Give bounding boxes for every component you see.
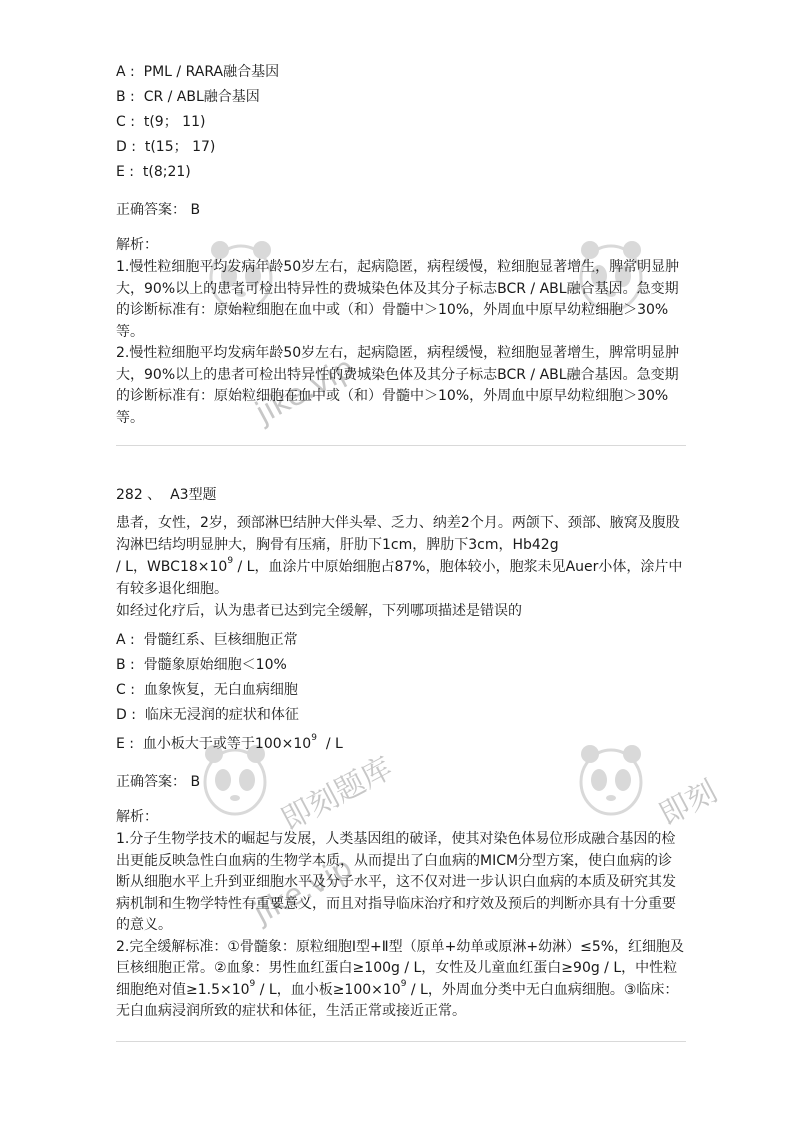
- q1-analysis-para-1: 1.慢性粒细胞平均发病年龄50岁左右，起病隐匿，病程缓慢，粒细胞显著增生，脾常明显肿大，90%以上的患者可检出特异性的费城染色体及其分子标志BCR / ABL融合基因。急变期的诊断标准有：原始粒细胞在血中或（和）骨髓中＞10%，外周血中原早幼粒细胞＞30%等。: [116, 259, 680, 340]
- q2-stem: [116, 512, 686, 622]
- q2-analysis-para-2: 2.完全缓解标准：①骨髓象：原粒细胞Ⅰ型+Ⅱ型（原单+幼单或原淋+幼淋）≤5%，红细胞及巨核细胞正常。②血象：男性血红蛋白≥100g / L，女性及儿童血红蛋白≥90g / L，中性粒细胞绝对值$\ge 1.5\times 10^9 / L$，血小板$\ge 100\times 10^9 / L$，外周血分类中无白血病细胞。③临床：无白血病浸润所致的症状和体征，生活正常或接近正常。: [116, 938, 685, 1019]
- q2-header: 282 、 A3型题: [116, 487, 217, 503]
- q1-analysis-heading: 解析：: [116, 237, 158, 253]
- q2-option-b[interactable]: B : 骨髓象原始细胞＜10%: [116, 657, 287, 673]
- q2-analysis-heading: 解析：: [116, 809, 158, 825]
- q2-option-e[interactable]: E : 血小板大于或等于$100\times 10^9 / L$: [116, 733, 343, 752]
- section-divider: [116, 445, 686, 446]
- q2-option-d[interactable]: D : 临床无浸润的症状和体征: [116, 707, 299, 723]
- watermark-brand: 即刻题库: [275, 750, 399, 838]
- q2-stem-line-2: / L，$WBC18\times 10^9 / L$，血涂片中原始细胞占87%，胞体较小，胞浆未见Auer小体，涂片中有较多退化细胞。: [116, 556, 683, 597]
- q1-answer: 正确答案： B: [116, 202, 201, 218]
- q1-option-a[interactable]: A : PML / RARA融合基因: [116, 64, 280, 80]
- q1-analysis: [116, 257, 686, 429]
- q2-option-a[interactable]: A : 骨髓红系、巨核细胞正常: [116, 632, 298, 648]
- watermark-url: jike.vip: [248, 850, 359, 931]
- q1-option-c[interactable]: C : t(9； 11): [116, 114, 206, 130]
- watermark-url: jike.vip: [250, 350, 361, 431]
- q2-analysis-para-1: 1.分子生物学技术的崛起与发展，人类基因组的破译，使其对染色体易位形成融合基因的检出更能反映急性白血病的生物学本质，从而提出了白血病的MICM分型方案，使白血病的诊断从细胞水平上升到亚细胞水平及分子水平，这不仅对进一步认识白血病的本质及研究其发病机制和生物学特性有重要意义，而且对指导临床治疗和疗效及预后的判断亦具有十分重要的意义。: [116, 831, 676, 933]
- q2-option-c[interactable]: C : 血象恢复，无白血病细胞: [116, 682, 298, 698]
- q1-option-e[interactable]: E : t(8;21): [116, 164, 191, 180]
- q1-option-b[interactable]: B : CR / ABL融合基因: [116, 89, 260, 105]
- question-page: [116, 60, 686, 1080]
- q2-question: 如经过化疗后，认为患者已达到完全缓解，下列哪项描述是错误的: [116, 603, 522, 619]
- q1-options: [116, 60, 686, 185]
- q2-options: [116, 628, 686, 757]
- q2-stem-line-1: 患者，女性，2岁，颈部淋巴结肿大伴头晕、乏力、纳差2个月。两颌下、颈部、腋窝及腹股沟淋巴结均明显肿大，胸骨有压痛，肝肋下1cm，脾肋下3cm，Hb42g: [116, 515, 680, 553]
- q1-analysis-para-2: 2.慢性粒细胞平均发病年龄50岁左右，起病隐匿，病程缓慢，粒细胞显著增生，脾常明显肿大，90%以上的患者可检出特异性的费城染色体及其分子标志BCR / ABL融合基因。急变期的诊断标准有：原始粒细胞在血中或（和）骨髓中＞10%，外周血中原早幼粒细胞＞30%等。: [116, 345, 680, 426]
- q2-answer: 正确答案： B: [116, 774, 201, 790]
- q2-analysis: [116, 829, 686, 1023]
- section-divider-bottom: [116, 1041, 686, 1042]
- watermark-brand-partial: 即刻: [653, 773, 724, 833]
- q1-option-d[interactable]: D : t(15； 17): [116, 139, 216, 155]
